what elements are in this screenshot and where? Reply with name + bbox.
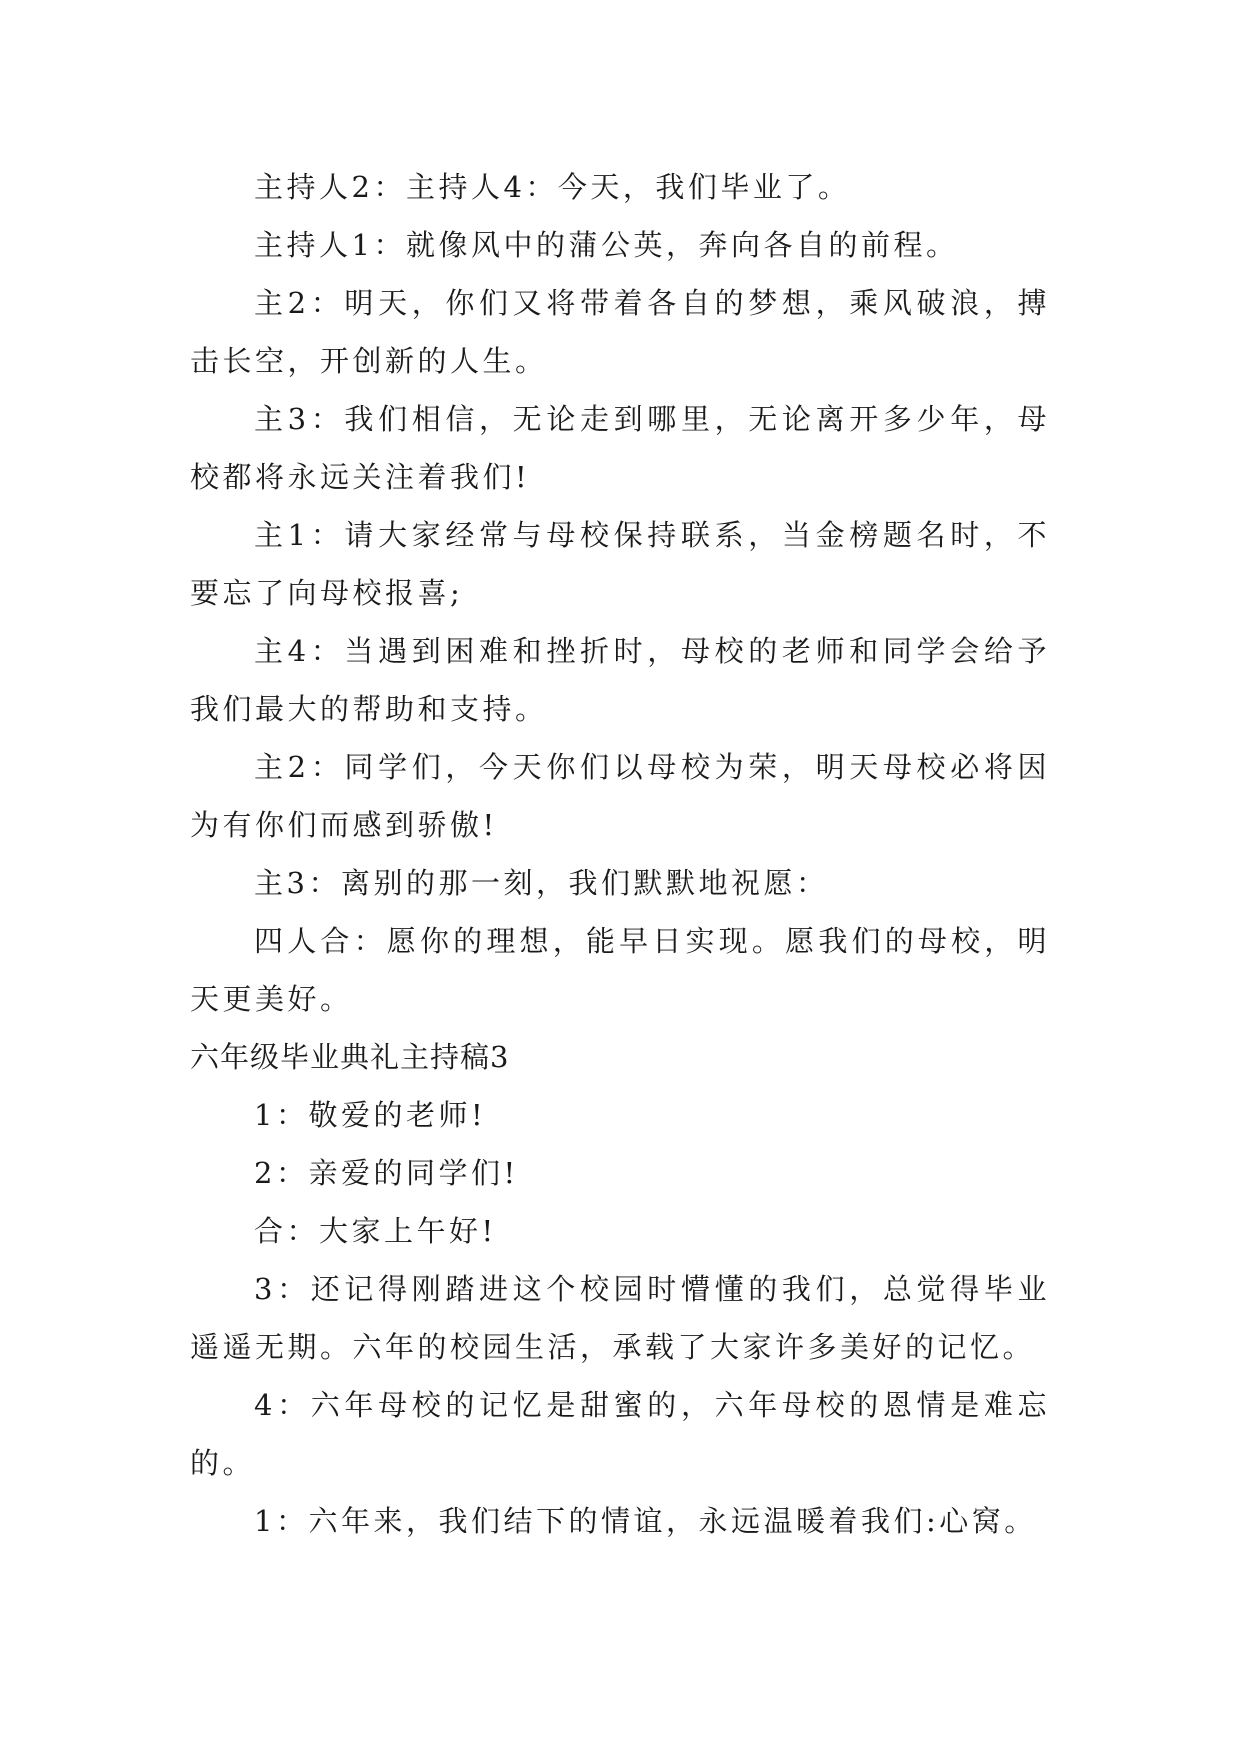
paragraph: 主3：我们相信，无论走到哪里，无论离开多少年，母校都将永远关注着我们! xyxy=(190,402,1050,494)
paragraph: 主持人2：主持人4：今天，我们毕业了。 xyxy=(254,170,851,204)
paragraph: 主持人1：就像风中的蒲公英，奔向各自的前程。 xyxy=(254,228,959,262)
paragraph: 主1：请大家经常与母校保持联系，当金榜题名时，不要忘了向母校报喜; xyxy=(190,518,1050,610)
paragraph: 主2：明天，你们又将带着各自的梦想，乘风破浪，搏击长空，开创新的人生。 xyxy=(190,286,1050,378)
document-body xyxy=(190,158,1050,1550)
section-title: 六年级毕业典礼主持稿3 xyxy=(190,1040,510,1074)
paragraph: 4：六年母校的记忆是甜蜜的，六年母校的恩情是难忘的。 xyxy=(190,1388,1050,1480)
paragraph: 1：六年来，我们结下的情谊，永远温暖着我们:心窝。 xyxy=(254,1504,1037,1538)
paragraph: 1：敬爱的老师! xyxy=(254,1098,487,1132)
paragraph: 主4：当遇到困难和挫折时，母校的老师和同学会给予我们最大的帮助和支持。 xyxy=(190,634,1050,726)
paragraph: 2：亲爱的同学们! xyxy=(254,1156,519,1190)
paragraph: 主3：离别的那一刻，我们默默地祝愿： xyxy=(254,866,829,900)
paragraph: 主2：同学们，今天你们以母校为荣，明天母校必将因为有你们而感到骄傲! xyxy=(190,750,1050,842)
paragraph: 四人合：愿你的理想，能早日实现。愿我们的母校，明天更美好。 xyxy=(190,924,1050,1016)
paragraph: 合：大家上午好! xyxy=(254,1214,497,1248)
paragraph: 3：还记得刚踏进这个校园时懵懂的我们，总觉得毕业遥遥无期。六年的校园生活，承载了大家许多美好的记忆。 xyxy=(190,1272,1050,1364)
